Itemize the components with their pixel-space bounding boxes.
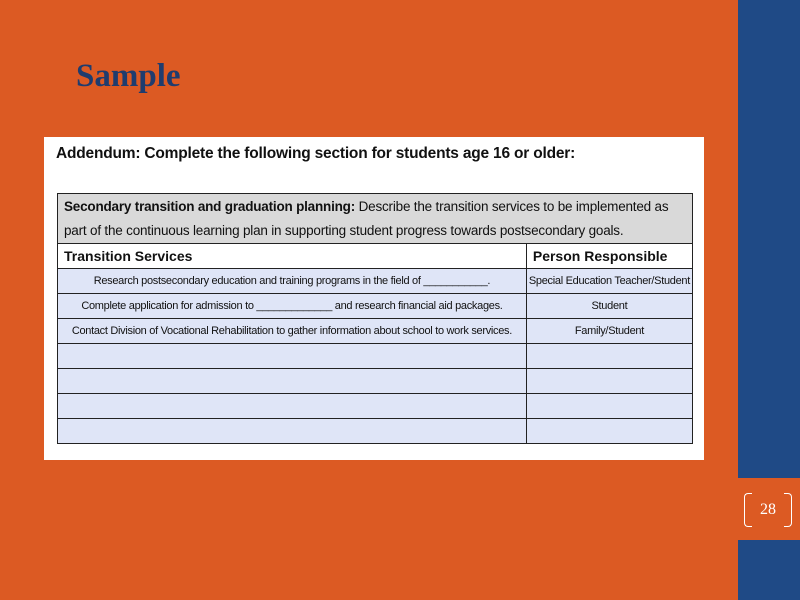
intro-bold-label: Secondary transition and graduation planning: [64,198,356,214]
table-row [58,294,693,319]
person-cell [526,344,692,369]
service-cell: Complete application for admission to _____________ and research financial aid packages. [58,294,527,319]
header-transition-services: Transition Services [58,244,527,269]
service-cell [58,369,527,394]
table-row [58,419,693,444]
intro-cell [58,194,693,244]
slide-title: Sample [76,58,181,94]
table-row [58,394,693,419]
person-cell [526,419,692,444]
table-row [58,344,693,369]
person-cell: Special Education Teacher/Student [526,269,692,294]
page-number: 28 [744,493,792,527]
table-row [58,269,693,294]
table-row [58,319,693,344]
transition-services-table [57,193,693,444]
table-row [58,369,693,394]
addendum-heading: Addendum: Complete the following section for students age 16 or older: [56,145,576,162]
header-person-responsible: Person Responsible [526,244,692,269]
service-cell [58,394,527,419]
service-cell: Contact Division of Vocational Rehabilitation to gather information about school to work services. [58,319,527,344]
header-row [58,244,693,269]
service-cell [58,344,527,369]
person-cell [526,394,692,419]
person-cell [526,369,692,394]
intro-row [58,194,693,244]
intro-description: Describe the transition services to be implemented as part of the continuous learning plan in supporting student progress towards postsecondary goals. [64,198,669,238]
service-cell: Research postsecondary education and training programs in the field of ___________. [58,269,527,294]
person-cell: Student [526,294,692,319]
form-sample-image [44,137,704,460]
person-cell: Family/Student [526,319,692,344]
service-cell [58,419,527,444]
